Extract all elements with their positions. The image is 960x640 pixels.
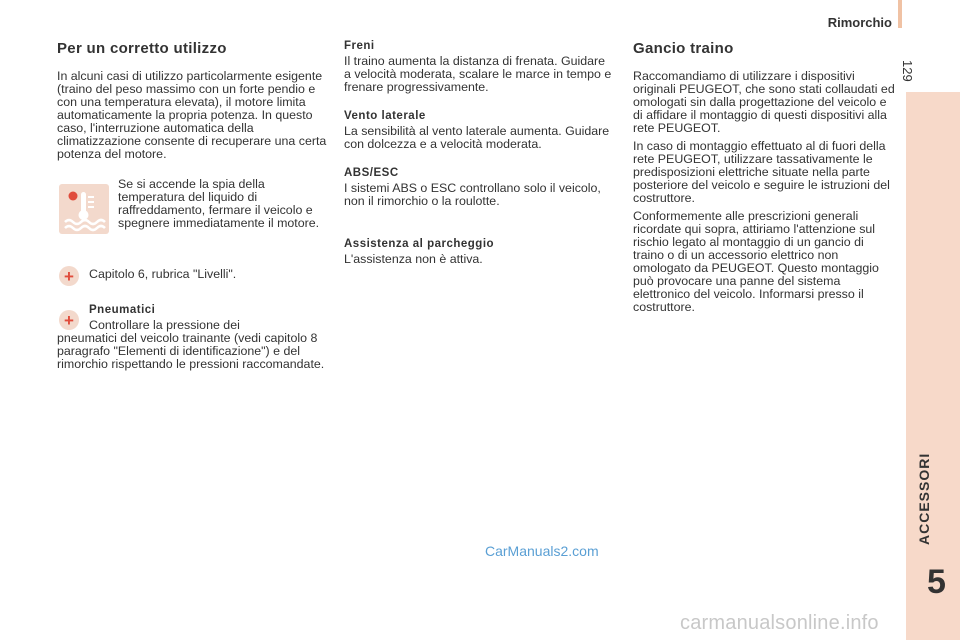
brakes-block: [344, 40, 614, 94]
levels-reference-text: Capitolo 6, rubrica "Livelli".: [89, 267, 237, 281]
parking-assist-block: [344, 238, 614, 266]
brakes-title: Freni: [344, 40, 375, 52]
column-usage: [57, 40, 327, 371]
abs-esc-title: ABS/ESC: [344, 167, 399, 179]
plus-icon: +: [59, 266, 79, 286]
towbar-paragraph-3: Conformemente alle prescrizioni generali ricordate qui sopra, attiriamo l'attenzione sul rischio legato al montaggio di un gancio di traino o di un accessorio elettrico non omologato da PEUGEOT. Questo montaggio può provocare una panne del sistema elettronico del veicolo. Informarsi presso il costruttore.: [633, 209, 879, 314]
tyres-text: pneumatici del veicolo trainante (vedi capitolo 8 paragrafo "Elementi di identificazione") e del rimorchio rispettando le pressioni raccomandate.: [57, 331, 325, 371]
page-header-title: Rimorchio: [827, 15, 892, 30]
usage-intro-text: In alcuni casi di utilizzo particolarmente esigente (traino del peso massimo con un forte pendio e con una temperatura elevata), il motore limita automaticamente la propria potenza. In questo caso, l'interruzione automatica della climatizzazione consente di recuperare una certa potenza del motore.: [57, 69, 327, 161]
abs-esc-block: [344, 167, 614, 208]
brakes-text: Il traino aumenta la distanza di frenata. Guidare a velocità moderata, scalare le marce in tempo e frenare progressivamente.: [344, 54, 612, 94]
side-wind-title: Vento laterale: [344, 110, 426, 122]
tyres-text-first: Controllare la pressione dei: [89, 318, 240, 332]
coolant-warning-block: [57, 178, 327, 248]
coolant-temperature-warning-icon: [59, 184, 109, 234]
parking-assist-title: Assistenza al parcheggio: [344, 238, 495, 250]
coolant-warning-text: Se si accende la spia della temperatura del liquido di raffreddamento, fermare il veicolo e spegnere immediatamente il motore.: [118, 177, 320, 230]
side-wind-block: [344, 110, 614, 151]
page-number: 129: [900, 60, 915, 82]
column-driving: [344, 40, 614, 282]
watermark-text: carmanualsonline.info: [680, 612, 879, 634]
towbar-paragraph-1: Raccomandiamo di utilizzare i dispositivi originali PEUGEOT, che sono stati collaudati ed omologati sin dalla progettazione del veicolo e di affidare il montaggio di questi dispositivi alla rete PEUGEOT.: [633, 69, 895, 135]
tyres-block: [57, 304, 327, 371]
watermark-link[interactable]: CarManuals2.com: [485, 543, 599, 559]
chapter-number: 5: [927, 563, 946, 601]
parking-assist-text: L'assistenza non è attiva.: [344, 252, 483, 266]
chapter-sidebar: [906, 92, 960, 640]
towbar-paragraph-2: In caso di montaggio effettuato al di fuori della rete PEUGEOT, utilizzare tassativamente le predisposizioni elettriche situate nella parte posteriore del veicolo e seguire le istruzioni del costruttore.: [633, 139, 890, 205]
abs-esc-text: I sistemi ABS o ESC controllano solo il veicolo, non il rimorchio o la roulotte.: [344, 181, 601, 208]
section-title-usage: Per un corretto utilizzo: [57, 40, 227, 57]
levels-reference: [57, 266, 327, 288]
tyres-title: Pneumatici: [89, 304, 156, 316]
chapter-label: ACCESSORI: [916, 452, 932, 545]
plus-icon: +: [59, 310, 79, 330]
header-accent-bar: [898, 0, 902, 28]
side-wind-text: La sensibilità al vento laterale aumenta. Guidare con dolcezza e a velocità moderata.: [344, 124, 610, 151]
column-towbar: [633, 40, 895, 314]
section-title-towbar: Gancio traino: [633, 40, 734, 57]
